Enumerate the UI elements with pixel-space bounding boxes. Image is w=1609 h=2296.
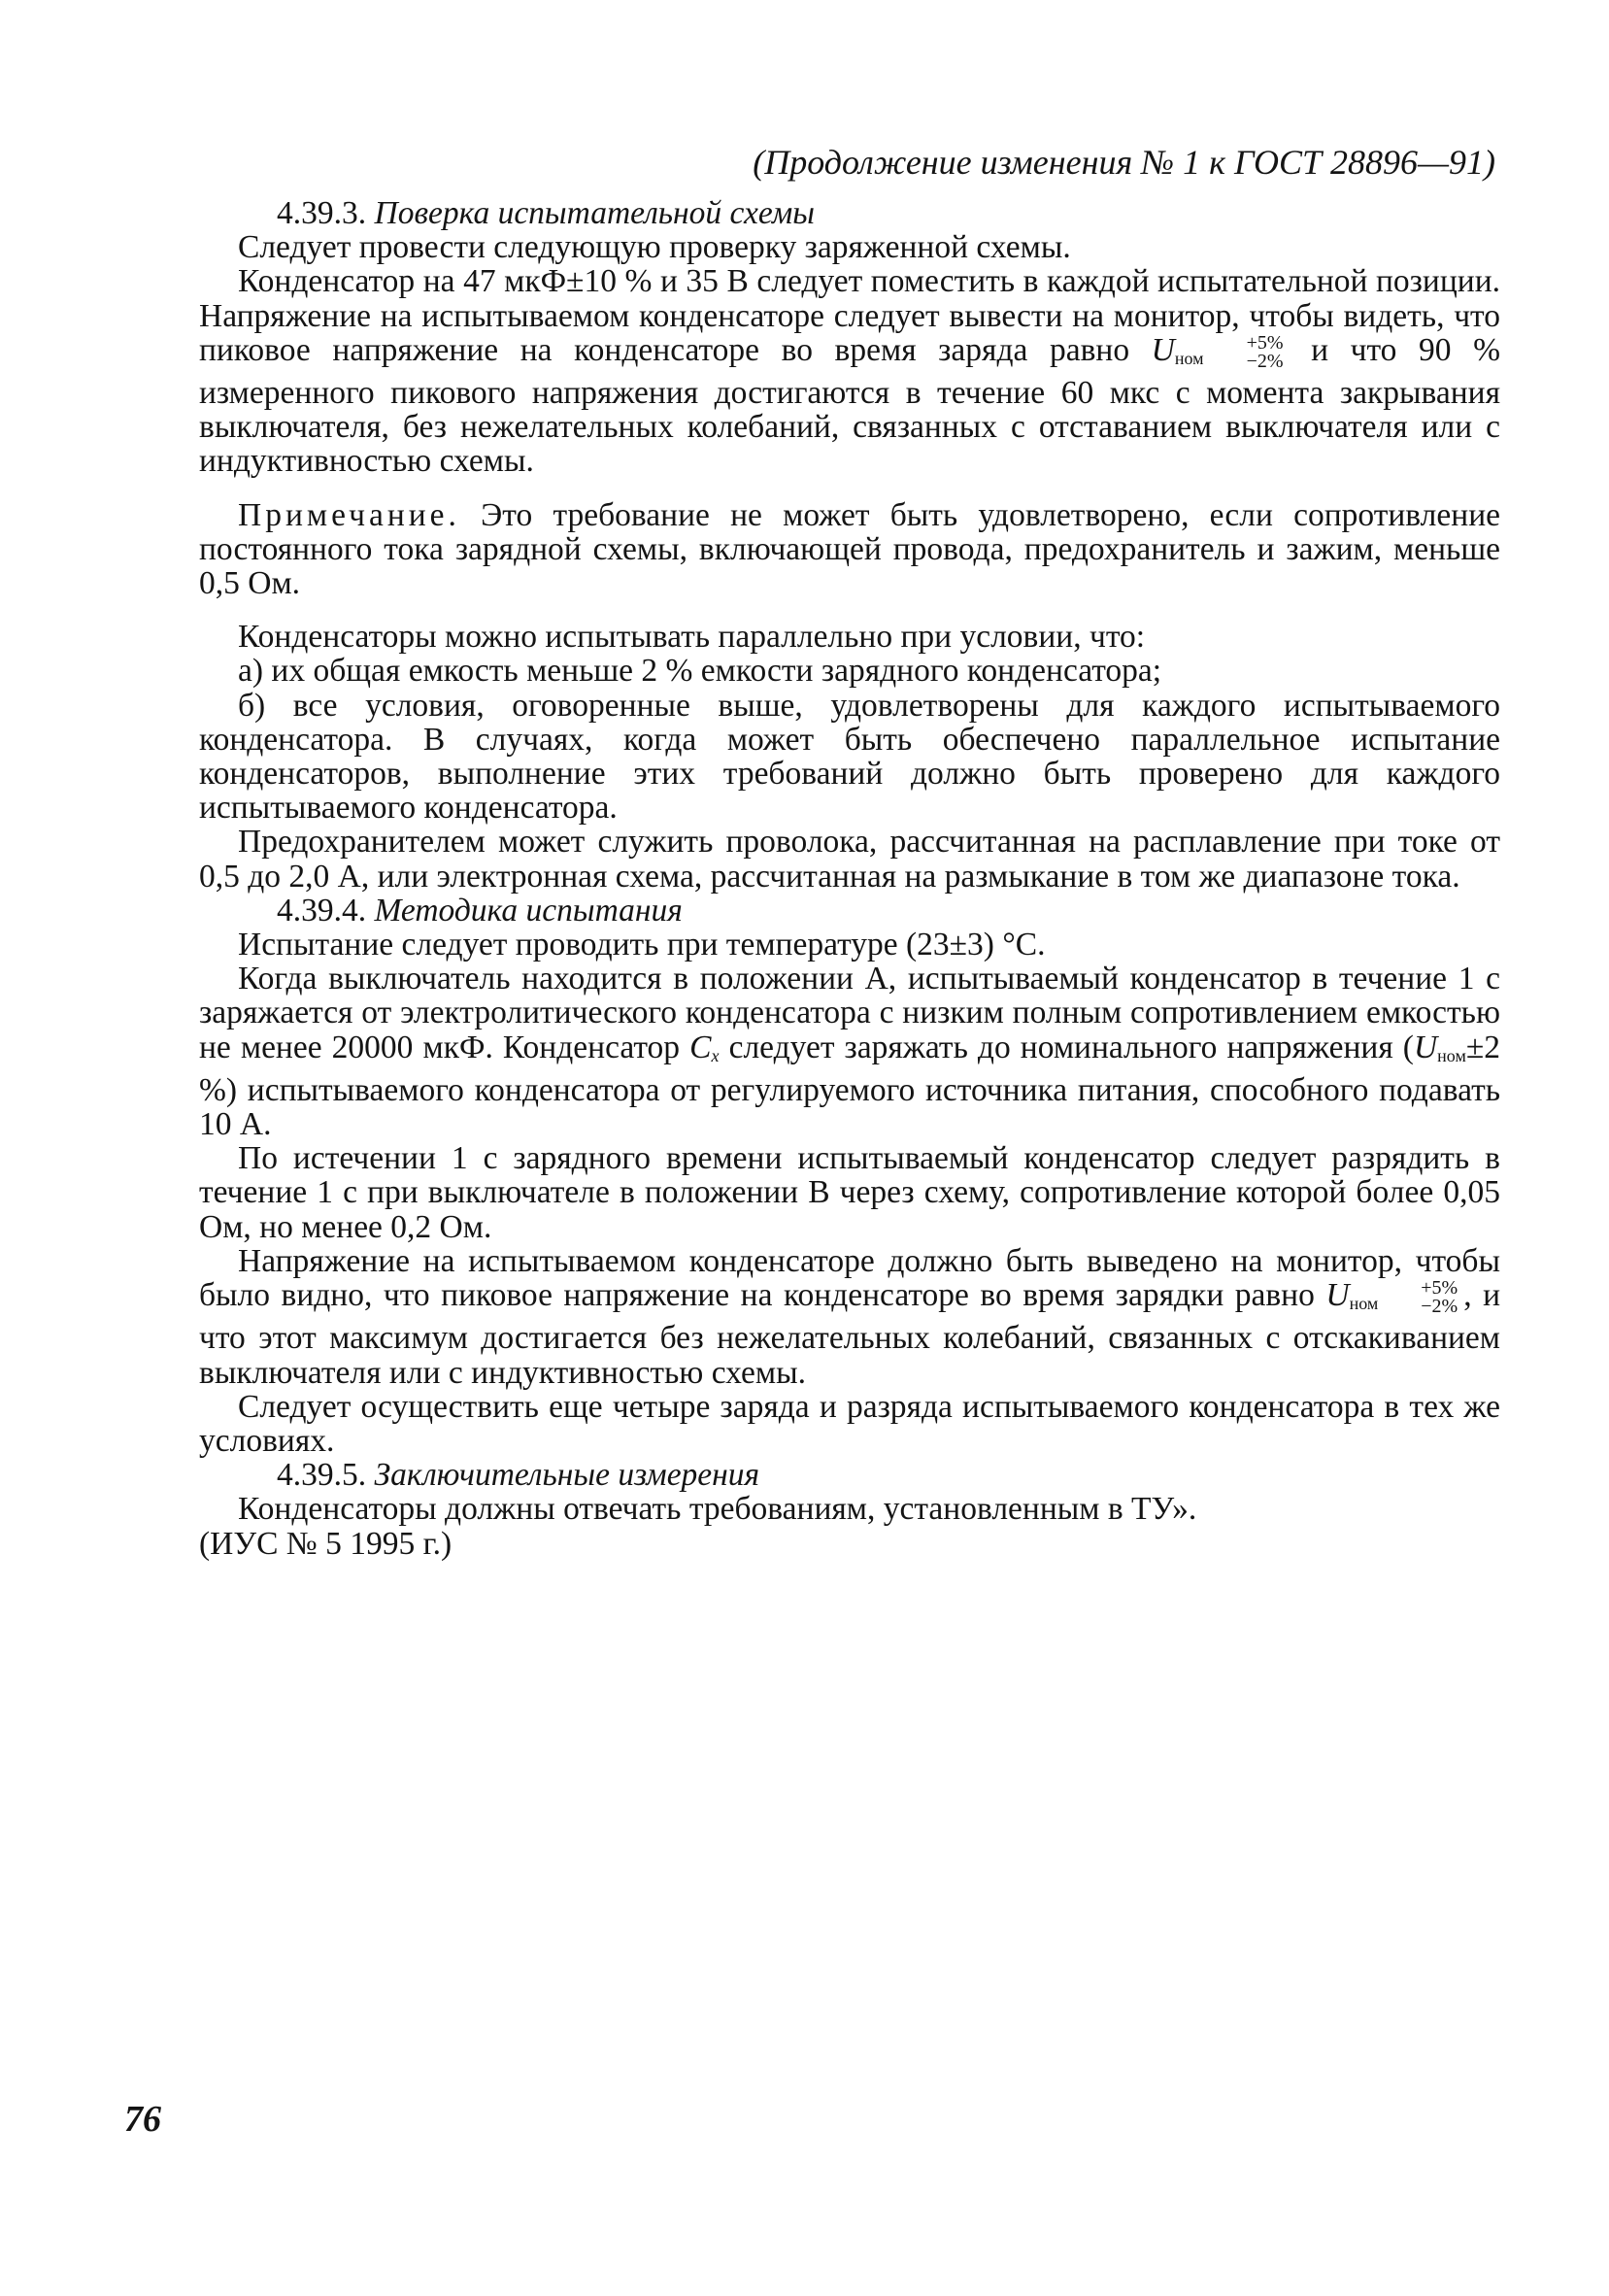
voltage-subscript: ном [1174, 348, 1204, 368]
paragraph-repeat: Следует осуществить еще четыре заряда и разряда испытываемого конденсатора в тех же условиях. [199, 1388, 1500, 1459]
tolerance: +5% −2% [1421, 1277, 1458, 1318]
document-body [199, 196, 1500, 1561]
note-text: Это требование не может быть удовлетворено, если сопротивление постоянного тока зарядной схемы, включающей провода, предохранитель и зажим, меньше 0,5 Ом. [199, 496, 1500, 602]
tolerance: +5% −2% [1246, 332, 1284, 373]
section-heading-4-39-5 [199, 1458, 1500, 1492]
source-reference: (ИУС № 5 1995 г.) [199, 1525, 453, 1562]
continuation-header: (Продолжение изменения № 1 к ГОСТ 28896—91) [753, 143, 1495, 182]
paragraph-discharge: По истечении 1 с зарядного времени испытываемый конденсатор следует разрядить в течение 1 с при выключателе в положении В через схему, сопротивление которой более 0,05 Ом, но менее 0,2 Ом. [199, 1140, 1500, 1245]
capacitor-subscript: x [711, 1045, 720, 1065]
section-number: 4.39.5. [277, 1457, 367, 1494]
paragraph-monitor: Напряжение на испытываемом конденсаторе должно быть выведено на монитор, чтобы было видно, что пиковое напряжение на конденсаторе во время зарядки равно Uном +5% −2% , и что этот максимум достигается без нежелательных колебаний, связанных с отскакиванием выключателя или с индуктивностью схемы. [199, 1242, 1500, 1391]
paragraph-temperature: Испытание следует проводить при температуре (23±3) °С. [238, 927, 1046, 963]
list-item-a: а) их общая емкость меньше 2 % емкости зарядного конденсатора; [238, 653, 1162, 690]
section-heading-4-39-4 [199, 894, 1500, 928]
section-title: Поверка испытательной схемы [374, 195, 815, 231]
section-number: 4.39.3. [277, 195, 367, 231]
capacitor-symbol: C [689, 1029, 712, 1065]
paragraph-switch-position-a: Когда выключатель находится в положении А, испытываемый конденсатор в течение 1 с заряжается от электролитического конденсатора с низким полным сопротивлением емкостью не менее 20000 мкФ. Конденсатор Cx следует заряжать до номинального напряжения (Uном±2 %) испытываемого конденсатора от регулируемого источника питания, способного подавать 10 А. [199, 961, 1500, 1143]
section-heading-4-39-3 [199, 196, 1500, 230]
voltage-symbol: U [1151, 331, 1175, 368]
paragraph-final: Конденсаторы должны отвечать требованиям, установленным в ТУ». [238, 1491, 1197, 1528]
list-item-b: б) все условия, оговоренные выше, удовлетворены для каждого испытываемого конденсатора. В случаях, когда может быть обеспечено параллельное испытание конденсаторов, выполнение этих требований должно быть проверено для каждого испытываемого конденсатора. [199, 687, 1500, 827]
paragraph: Конденсаторы можно испытывать параллельно при условии, что: [238, 619, 1146, 656]
paragraph-capacitor-check: Конденсатор на 47 мкФ±10 % и 35 В следует поместить в каждой испытательной позиции. Напряжение на испытываемом конденсаторе следует вывести на монитор, чтобы видеть, что пиковое напряжение на конденсаторе во время заряда равно Uном +5% −2% и что 90 % измеренного пикового напряжения достигаются в течение 60 мкс с момента закрывания выключателя, без нежелательных колебаний, связанных с отставанием выключателя или с индуктивностью схемы. [199, 263, 1501, 480]
section-title: Методика испытания [374, 892, 683, 929]
section-title: Заключительные измерения [374, 1457, 760, 1494]
paragraph-fuse: Предохранителем может служить проволока, рассчитанная на расплавление при токе от 0,5 до 2,0 А, или электронная схема, рассчитанная на размыкание в том же диапазоне тока. [199, 824, 1500, 895]
page-number: 76 [124, 2099, 161, 2140]
note-label: Примечание. [238, 496, 460, 533]
paragraph: Следует провести следующую проверку заряженной схемы. [238, 229, 1071, 266]
note-paragraph [199, 498, 1500, 601]
section-number: 4.39.4. [277, 892, 367, 929]
